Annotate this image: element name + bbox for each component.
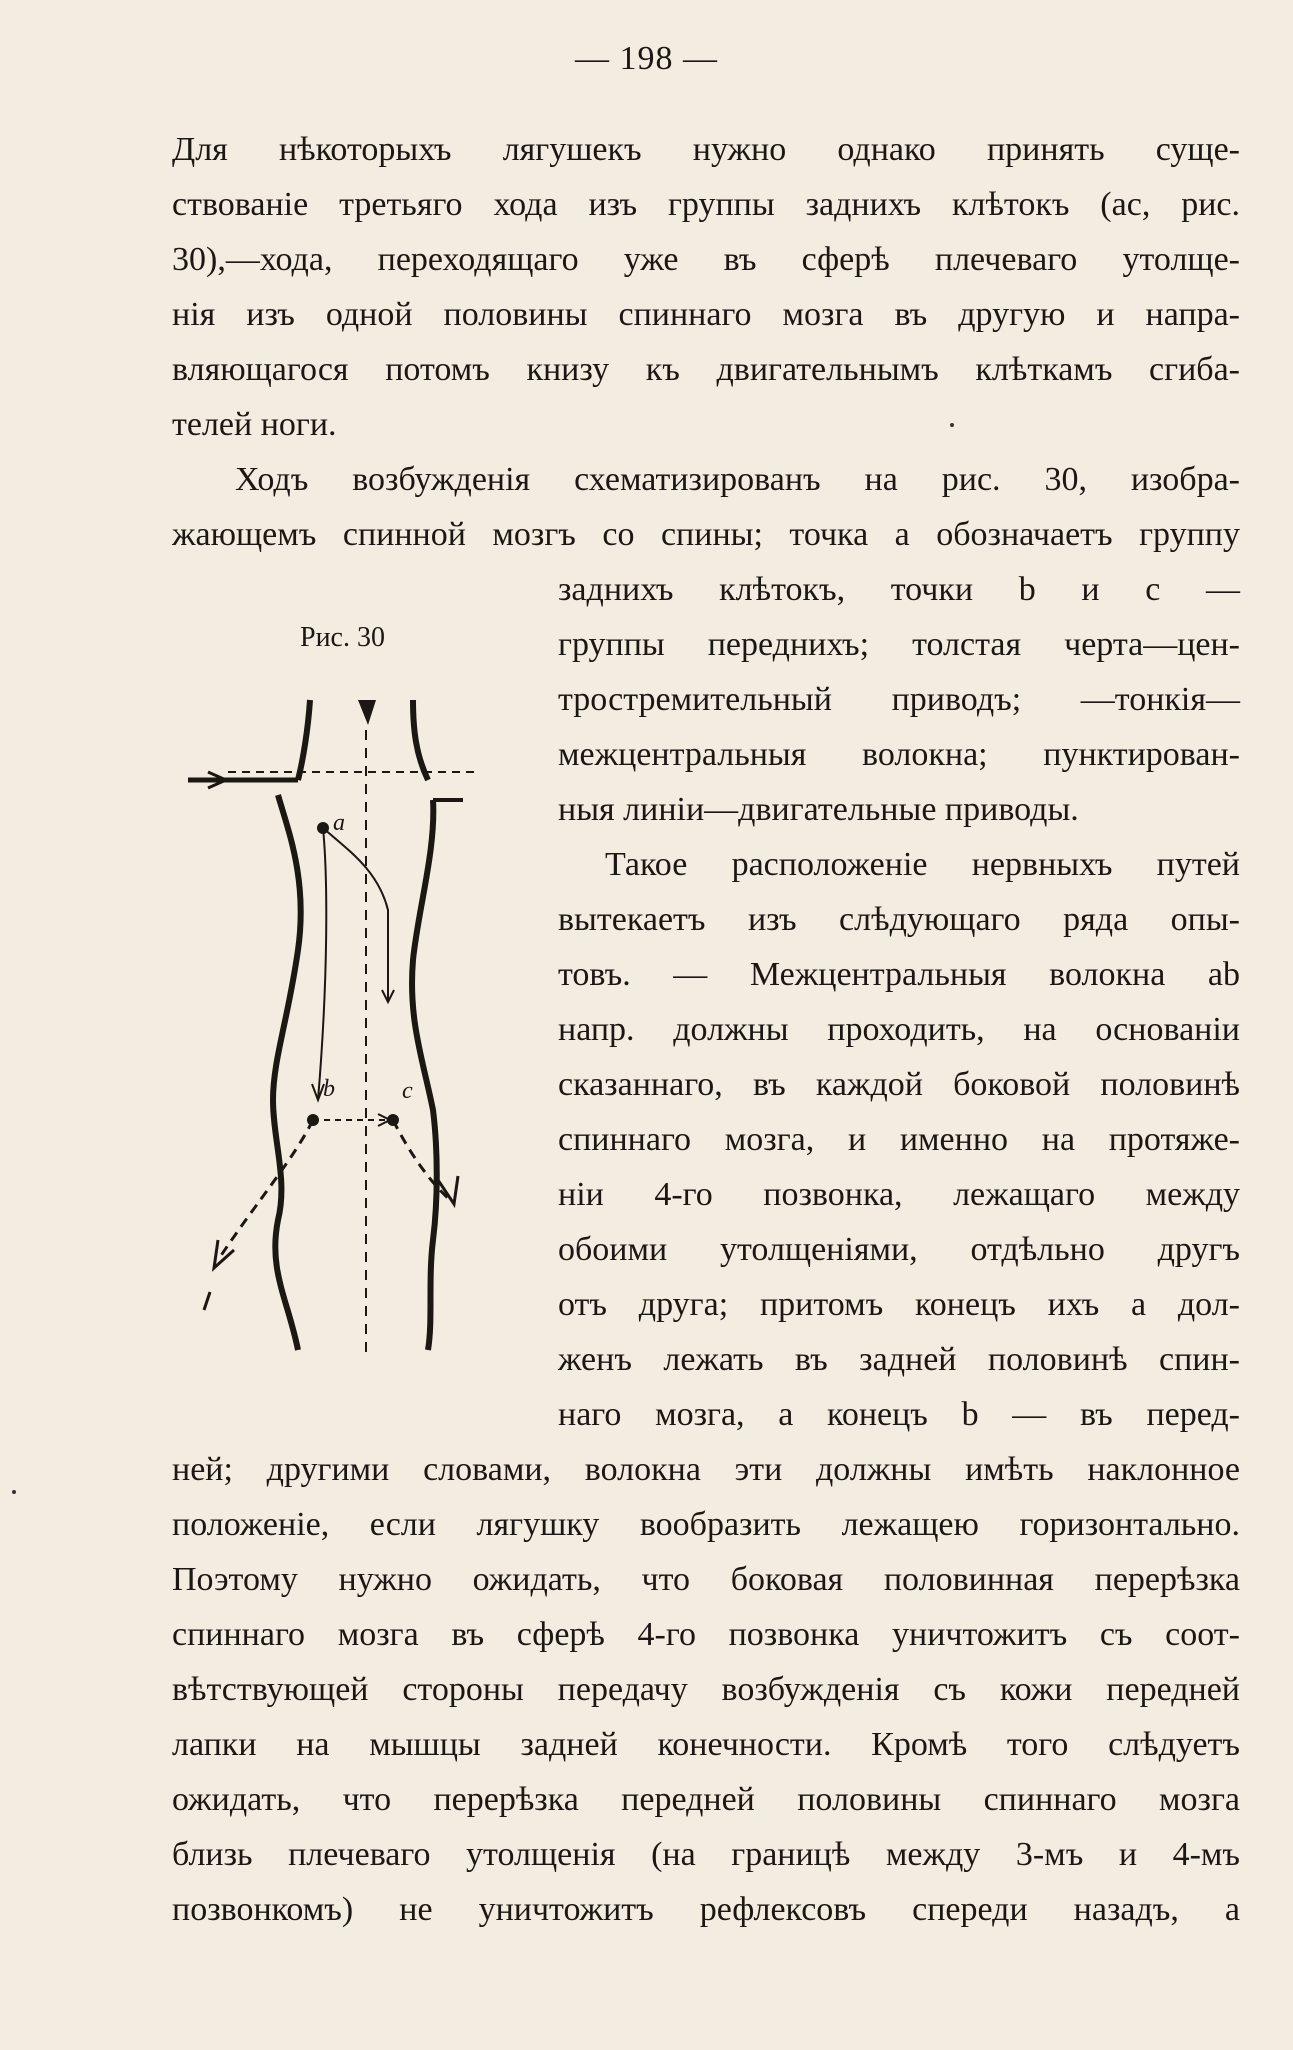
text-line: жающемъ спинной мозгъ со спины; точка а обозначаетъ группу xyxy=(172,516,1240,553)
figure-caption: Рис. 30 xyxy=(300,622,385,653)
motor-path-right xyxy=(393,1120,450,1200)
text-line: ствованіе третьяго хода изъ группы заднихъ клѣтокъ (ас, рис. xyxy=(172,186,1240,223)
cord-outline-right xyxy=(412,800,437,1350)
text-line: ожидать, что перерѣзка передней половины спиннаго мозга xyxy=(172,1781,1240,1818)
label-c: c xyxy=(402,1078,413,1104)
text-line: спиннаго мозга въ сферѣ 4-го позвонка уничтожитъ съ соот- xyxy=(172,1616,1240,1653)
label-a: a xyxy=(333,810,345,836)
text-line: Ходъ возбужденія схематизированъ на рис. 30, изобра- xyxy=(235,461,1240,498)
fiber-a-c xyxy=(323,828,388,1000)
label-b: b xyxy=(323,1076,335,1102)
text-line: лапки на мышцы задней конечности. Кромѣ того слѣдуетъ xyxy=(172,1726,1240,1763)
motor-path-left xyxy=(218,1120,313,1260)
text-line: нія изъ одной половины спиннаго мозга въ другую и напра- xyxy=(172,296,1240,333)
text-line: ней; другими словами, волокна эти должны имѣть наклонное xyxy=(172,1451,1240,1488)
text-line: Для нѣкоторыхъ лягушекъ нужно однако принять суще- xyxy=(172,131,1240,168)
text-line: межцентральныя волокна; пунктирован- xyxy=(558,736,1240,773)
text-line: близь плечеваго утолщенія (на границѣ между 3-мъ и 4-мъ xyxy=(172,1836,1240,1873)
print-speck xyxy=(12,1490,16,1494)
text-line: женъ лежать въ задней половинѣ спин- xyxy=(558,1341,1240,1378)
text-line: вѣтствующей стороны передачу возбужденія съ кожи передней xyxy=(172,1671,1240,1708)
text-line: 30),—хода, переходящаго уже въ сферѣ плечеваго утолще- xyxy=(172,241,1240,278)
fiber-a-b xyxy=(318,828,326,1100)
text-line: заднихъ клѣтокъ, точки b и с — xyxy=(558,571,1240,608)
text-line: товъ. — Межцентральныя волокна ab xyxy=(558,956,1240,993)
text-line: спиннаго мозга, и именно на протяже- xyxy=(558,1121,1240,1158)
cord-outline-upper-left xyxy=(298,700,310,780)
text-line: вляющагося потомъ книзу къ двигательнымъ клѣткамъ сгиба- xyxy=(172,351,1240,388)
cord-outline-upper-right xyxy=(413,700,428,780)
text-line: группы переднихъ; толстая черта—цен- xyxy=(558,626,1240,663)
text-line: вытекаетъ изъ слѣдующаго ряда опы- xyxy=(558,901,1240,938)
text-line: положеніе, если лягушку вообразить лежащею горизонтально. xyxy=(172,1506,1240,1543)
cord-outline-left xyxy=(273,795,301,1350)
spinal-cord-diagram xyxy=(188,680,488,1360)
text-line: Поэтому нужно ожидать, что боковая половинная перерѣзка xyxy=(172,1561,1240,1598)
text-line: ныя линіи—двигательные приводы. xyxy=(558,791,1079,828)
text-line: ніи 4-го позвонка, лежащаго между xyxy=(558,1176,1240,1213)
text-line: Такое расположеніе нервныхъ путей xyxy=(605,846,1240,883)
text-line: позвонкомъ) не уничтожитъ рефлексовъ спереди назадъ, а xyxy=(172,1891,1240,1928)
text-line: напр. должны проходить, на основаніи xyxy=(558,1011,1240,1048)
motor-path-left-end xyxy=(204,1292,210,1310)
text-line: отъ друга; притомъ конецъ ихъ а дол- xyxy=(558,1286,1240,1323)
text-line: наго мозга, а конецъ b — въ перед- xyxy=(558,1396,1240,1433)
text-line: сказаннаго, въ каждой боковой половинѣ xyxy=(558,1066,1240,1103)
page-number: — 198 — xyxy=(575,40,718,77)
print-speck xyxy=(950,423,954,427)
arrow-down-icon xyxy=(358,700,376,725)
text-line: обоими утолщеніями, отдѣльно другъ xyxy=(558,1231,1240,1268)
text-line: телей ноги. xyxy=(172,406,337,443)
spinal-cord-figure xyxy=(188,680,488,1360)
text-line: тростремительный приводъ; —тонкія— xyxy=(558,681,1240,718)
arrow-down-left-icon xyxy=(214,1240,234,1268)
